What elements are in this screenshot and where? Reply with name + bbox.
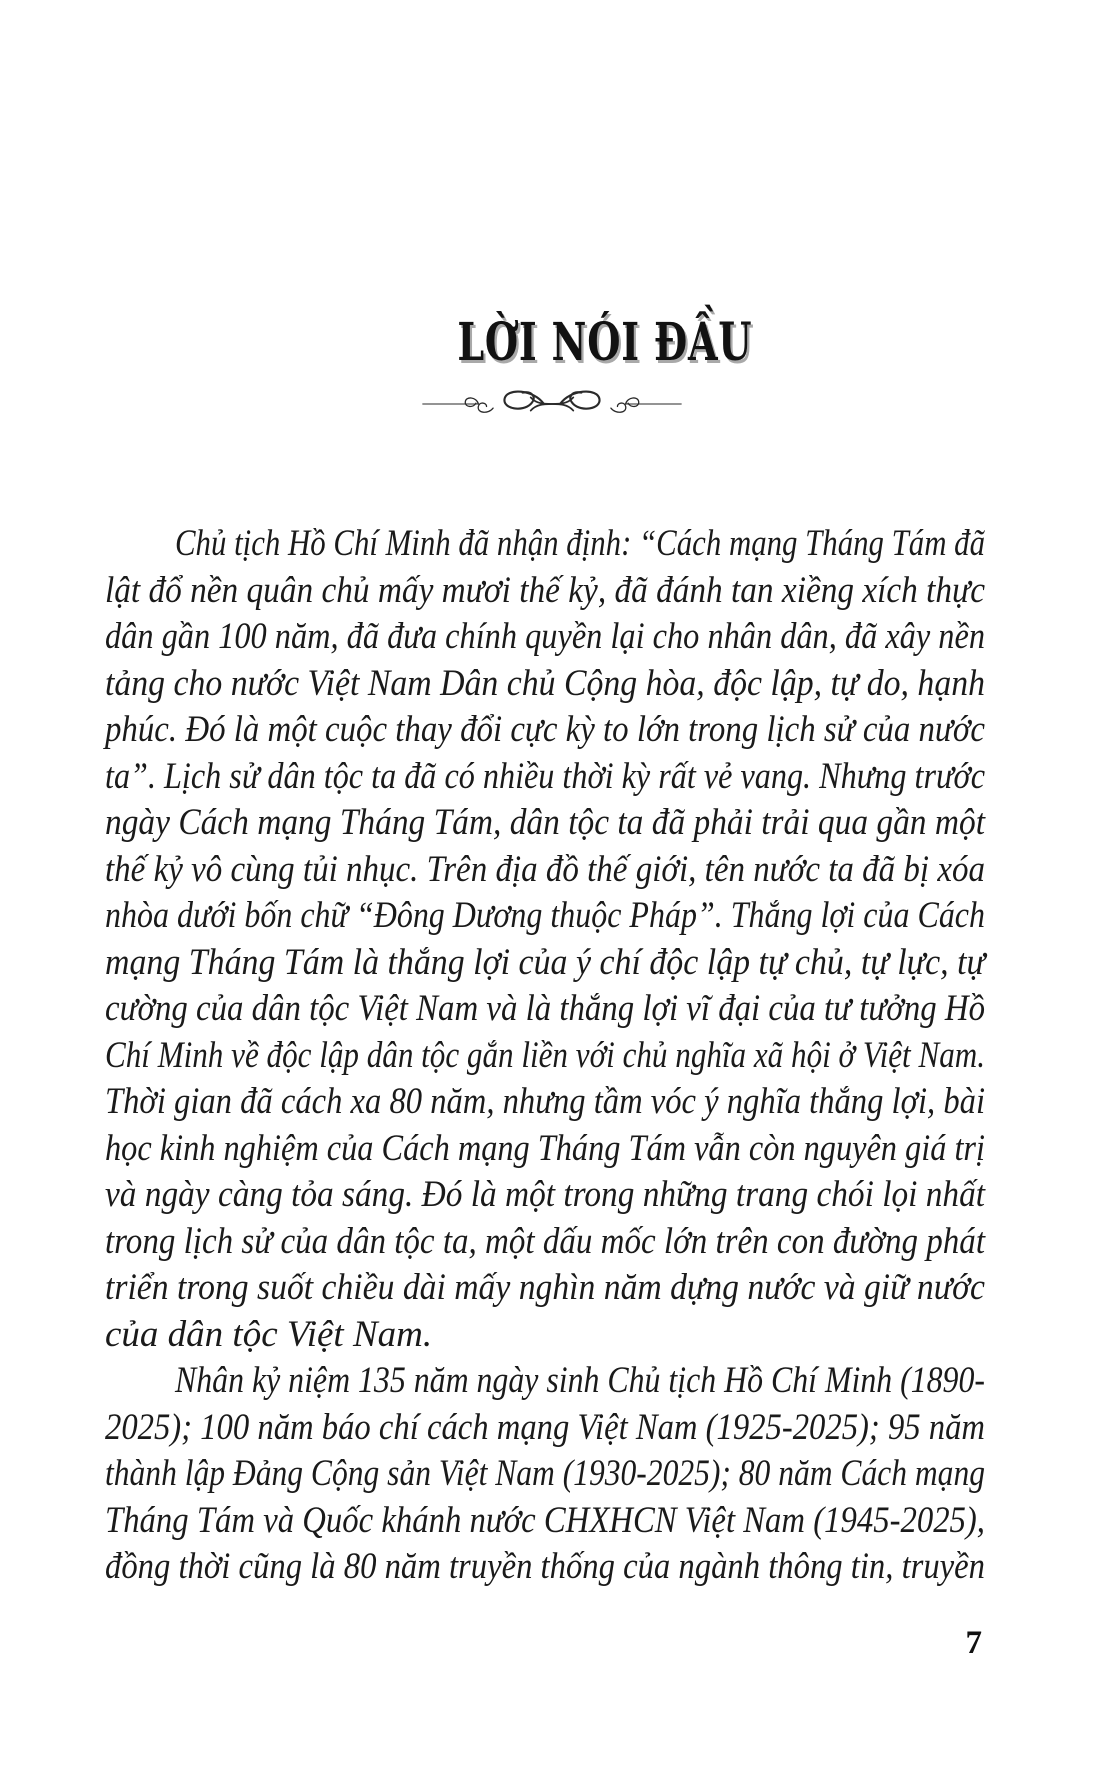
text-line bbox=[105, 847, 985, 894]
text-line bbox=[105, 1265, 985, 1312]
text-line-content: Thời gian đã cách xa 80 năm, nhưng tầm vóc ý nghĩa thắng lợi, bài bbox=[105, 1081, 985, 1122]
text-line-content: trong lịch sử của dân tộc ta, một dấu mốc lớn trên con đường phát bbox=[105, 1220, 985, 1262]
text-line bbox=[105, 1079, 985, 1126]
text-line-content: của dân tộc Việt Nam. bbox=[105, 1313, 433, 1355]
page-title-box bbox=[404, 312, 753, 373]
text-line-content: 2025); 100 năm báo chí cách mạng Việt Nam (1925-2025); 95 năm bbox=[105, 1406, 985, 1448]
text-line bbox=[105, 1544, 985, 1591]
text-line bbox=[105, 754, 985, 801]
text-line bbox=[105, 1219, 985, 1266]
text-line bbox=[105, 1358, 985, 1405]
text-line bbox=[105, 893, 985, 940]
text-line bbox=[105, 940, 985, 987]
text-line bbox=[105, 800, 985, 847]
ornament-divider bbox=[0, 386, 1103, 422]
page-number: 7 bbox=[965, 1625, 982, 1661]
text-line-content: đồng thời cũng là 80 năm truyền thống của ngành thông tin, truyền bbox=[105, 1546, 985, 1587]
text-line bbox=[105, 1172, 985, 1219]
text-line bbox=[105, 1126, 985, 1173]
text-line-content: thế kỷ vô cùng tủi nhục. Trên địa đồ thế giới, tên nước ta đã bị xóa bbox=[105, 848, 985, 890]
text-line-content: Chí Minh về độc lập dân tộc gắn liền với chủ nghĩa xã hội ở Việt Nam. bbox=[105, 1034, 985, 1076]
text-line-content: phúc. Đó là một cuộc thay đổi cực kỳ to lớn trong lịch sử của nước bbox=[105, 709, 985, 750]
text-line-content: thành lập Đảng Cộng sản Việt Nam (1930-2025); 80 năm Cách mạng bbox=[105, 1453, 985, 1494]
text-line-content: và ngày càng tỏa sáng. Đó là một trong những trang chói lọi nhất bbox=[105, 1174, 985, 1215]
text-line-content: Nhân kỷ niệm 135 năm ngày sinh Chủ tịch Hồ Chí Minh (1890- bbox=[175, 1360, 985, 1401]
text-line bbox=[105, 661, 985, 708]
page-title bbox=[0, 314, 1103, 372]
text-line bbox=[105, 1405, 985, 1452]
text-line-content: Chủ tịch Hồ Chí Minh đã nhận định: “Cách mạng Tháng Tám đã bbox=[175, 523, 985, 564]
text-line-content: cường của dân tộc Việt Nam và là thắng lợi vĩ đại của tư tưởng Hồ bbox=[105, 988, 985, 1029]
text-line bbox=[105, 707, 985, 754]
text-line-content: lật đổ nền quân chủ mấy mươi thế kỷ, đã đánh tan xiềng xích thực bbox=[105, 569, 985, 611]
text-line-content: ngày Cách mạng Tháng Tám, dân tộc ta đã phải trải qua gần một bbox=[105, 802, 985, 843]
text-line-content: tảng cho nước Việt Nam Dân chủ Cộng hòa, độc lập, tự do, hạnh bbox=[105, 662, 985, 704]
flourish-divider-icon bbox=[397, 386, 707, 422]
text-line-content: học kinh nghiệm của Cách mạng Tháng Tám vẫn còn nguyên giá trị bbox=[105, 1127, 985, 1169]
text-line-content: Tháng Tám và Quốc khánh nước CHXHCN Việt Nam (1945-2025), bbox=[105, 1499, 985, 1541]
text-line bbox=[105, 1451, 985, 1498]
text-line-content: triển trong suốt chiều dài mấy nghìn năm dựng nước và giữ nước bbox=[105, 1267, 985, 1308]
text-line bbox=[105, 1033, 985, 1080]
text-line bbox=[105, 521, 985, 568]
text-line-content: mạng Tháng Tám là thắng lợi của ý chí độc lập tự chủ, tự lực, tự bbox=[105, 941, 985, 983]
body-text bbox=[105, 521, 985, 1591]
text-line bbox=[105, 1312, 985, 1359]
text-line-content: nhòa dưới bốn chữ “Đông Dương thuộc Pháp”. Thắng lợi của Cách bbox=[105, 895, 985, 936]
text-line bbox=[105, 614, 985, 661]
page-title-text: LỜI NÓI ĐẦU bbox=[457, 312, 753, 373]
text-line bbox=[105, 986, 985, 1033]
text-line bbox=[105, 568, 985, 615]
text-line-content: ta”. Lịch sử dân tộc ta đã có nhiều thời kỳ rất vẻ vang. Nhưng trước bbox=[105, 755, 985, 797]
text-line bbox=[105, 1498, 985, 1545]
text-line-content: dân gần 100 năm, đã đưa chính quyền lại cho nhân dân, đã xây nền bbox=[105, 616, 985, 657]
